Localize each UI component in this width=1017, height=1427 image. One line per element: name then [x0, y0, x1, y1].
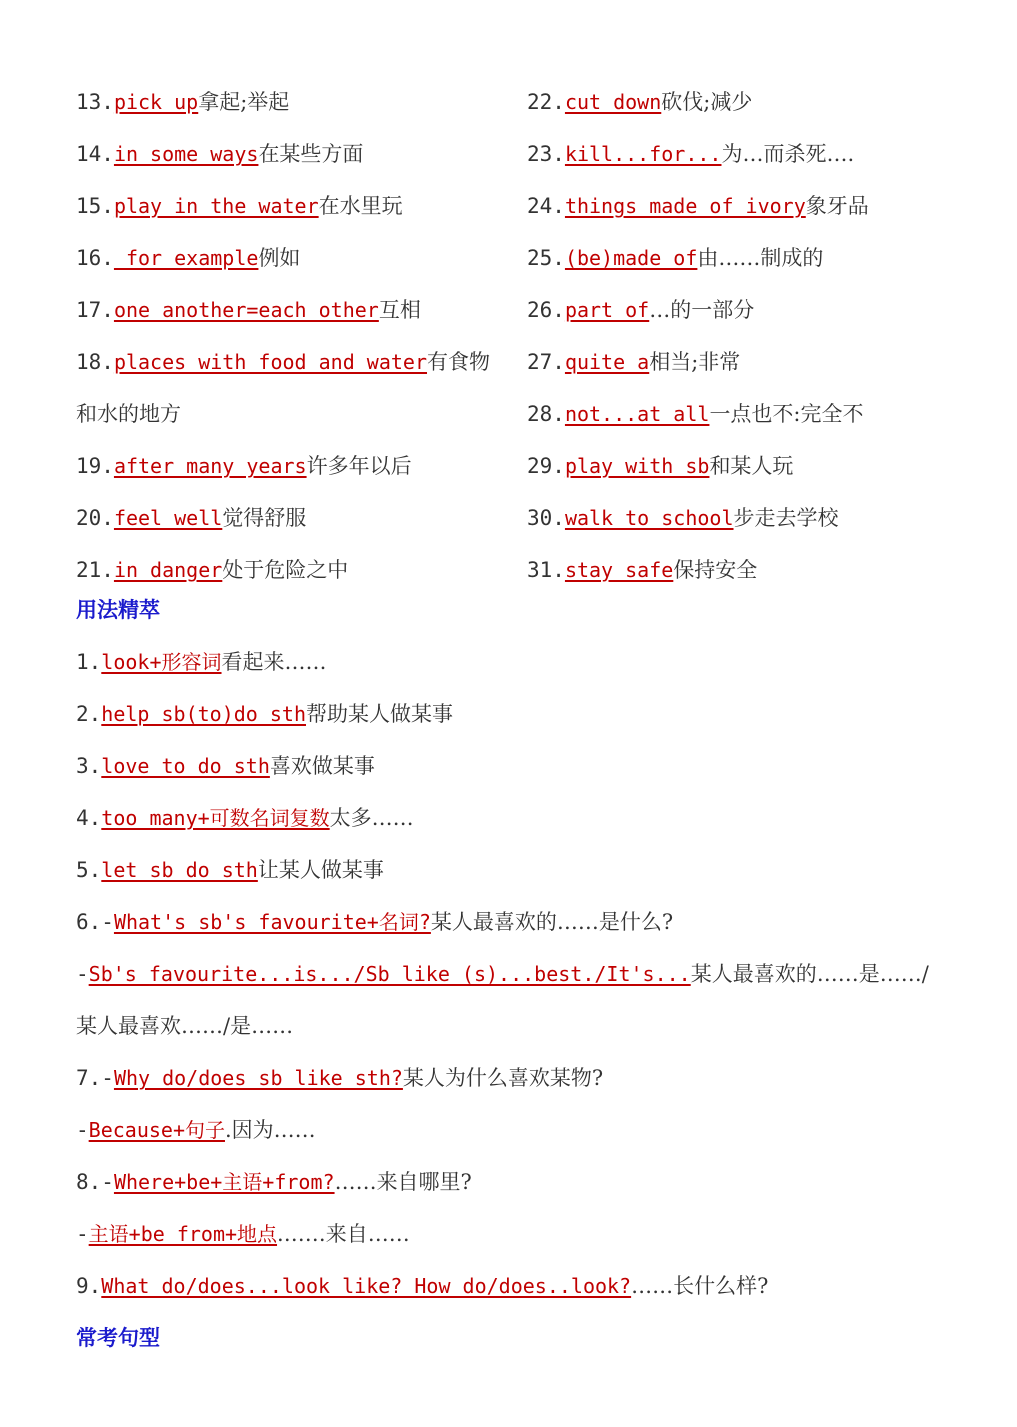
entry-line: [527, 504, 839, 532]
chinese-meaning: 帮助某人做某事: [306, 702, 453, 726]
chinese-meaning: 一点也不:完全不: [709, 402, 864, 426]
entry-line: [76, 244, 300, 272]
entry-number: 5.: [76, 858, 102, 882]
entry-line: [527, 244, 823, 272]
english-phrase: Where+be+主语+from?: [113, 1170, 335, 1194]
english-phrase: Because+句子: [88, 1118, 225, 1142]
entry-line: [76, 296, 421, 324]
entry-number: 13.: [76, 90, 114, 114]
entry-number: -: [76, 1222, 89, 1246]
entry-line: [527, 88, 752, 116]
chinese-meaning: .因为……: [224, 1118, 316, 1142]
chinese-meaning: 为…而杀死….: [721, 142, 855, 166]
chinese-meaning: 和水的地方: [76, 402, 181, 426]
english-phrase: What do/does...look like? How do/does..look?: [101, 1274, 632, 1298]
entry-line: [76, 648, 327, 676]
entry-line: [76, 1012, 293, 1040]
entry-number: 2.: [76, 702, 102, 726]
chinese-meaning: ……来自哪里?: [334, 1170, 472, 1194]
entry-number: 1.: [76, 650, 102, 674]
entry-number: 6.-: [76, 910, 114, 934]
chinese-meaning: 在水里玩: [318, 194, 403, 218]
entry-number: 8.-: [76, 1170, 114, 1194]
entry-number: 28.: [527, 402, 565, 426]
entry-line: [527, 348, 740, 376]
chinese-meaning: ……长什么样?: [631, 1274, 769, 1298]
entry-line: [527, 192, 869, 220]
chinese-meaning: 觉得舒服: [222, 506, 307, 530]
chinese-meaning: 许多年以后: [306, 454, 412, 478]
section-heading-sentences: 常考句型: [76, 1326, 160, 1350]
chinese-meaning: 象牙品: [805, 194, 869, 218]
entry-number: -: [76, 962, 89, 986]
entry-line: [527, 400, 864, 428]
entry-line: [76, 908, 673, 936]
entry-number: 27.: [527, 350, 565, 374]
section-heading-usage: 用法精萃: [76, 598, 160, 622]
entry-line: [76, 1116, 316, 1144]
entry-line: [76, 400, 181, 428]
english-phrase: after many years: [113, 454, 307, 478]
entry-line: [76, 856, 384, 884]
entry-number: 18.: [76, 350, 114, 374]
chinese-meaning: 由……制成的: [697, 246, 824, 270]
entry-number: -: [76, 1118, 89, 1142]
english-phrase: play in the water: [113, 194, 319, 218]
entry-number: 7.-: [76, 1066, 114, 1090]
chinese-meaning: 处于危险之中: [222, 558, 349, 582]
chinese-meaning: 看起来……: [221, 650, 327, 674]
entry-line: [76, 700, 453, 728]
entry-number: 16.: [76, 246, 114, 270]
chinese-meaning: 某人最喜欢……/是……: [76, 1014, 294, 1038]
chinese-meaning: 和某人玩: [709, 454, 794, 478]
chinese-meaning: 某人最喜欢的……是……/: [690, 962, 929, 986]
english-phrase: not...at all: [564, 402, 710, 426]
english-phrase: too many+可数名词复数: [101, 806, 330, 830]
english-phrase: quite a: [564, 350, 650, 374]
chinese-meaning: 保持安全: [673, 558, 758, 582]
entry-number: 30.: [527, 506, 565, 530]
english-phrase: walk to school: [564, 506, 734, 530]
english-phrase: cut down: [564, 90, 662, 114]
chinese-meaning: 相当;非常: [649, 350, 741, 374]
entry-number: 24.: [527, 194, 565, 218]
chinese-meaning: 拿起;举起: [198, 90, 290, 114]
entry-line: [76, 1220, 410, 1248]
entry-number: 25.: [527, 246, 565, 270]
chinese-meaning: 太多……: [329, 806, 414, 830]
entry-number: 15.: [76, 194, 114, 218]
english-phrase: Why do/does sb like sth?: [113, 1066, 403, 1090]
chinese-meaning: .……来自……: [277, 1222, 410, 1246]
chinese-meaning: 步走去学校: [733, 506, 839, 530]
entry-line: [76, 1168, 472, 1196]
entry-number: 20.: [76, 506, 114, 530]
chinese-meaning: 有食物: [427, 350, 491, 374]
entry-line: [76, 804, 414, 832]
entry-line: [76, 88, 289, 116]
entry-line: [527, 452, 793, 480]
entry-number: 9.: [76, 1274, 102, 1298]
english-phrase: things made of ivory: [564, 194, 806, 218]
english-phrase: play with sb: [564, 454, 710, 478]
entry-line: [76, 192, 403, 220]
entry-line: [527, 296, 754, 324]
entry-line: [76, 1272, 768, 1300]
english-phrase: (be)made of: [564, 246, 698, 270]
chinese-meaning: 某人最喜欢的……是什么?: [430, 910, 674, 934]
chinese-meaning: …的一部分: [649, 298, 755, 322]
english-phrase: help sb(to)do sth: [101, 702, 306, 726]
chinese-meaning: 让某人做某事: [257, 858, 384, 882]
english-phrase: pick up: [113, 90, 199, 114]
entry-line: [527, 140, 854, 168]
english-phrase: part of: [564, 298, 650, 322]
english-phrase: places with food and water: [113, 350, 428, 374]
english-phrase: Sb's favourite...is.../Sb like (s)...best./It's...: [88, 962, 691, 986]
chinese-meaning: 在某些方面: [258, 142, 364, 166]
entry-line: [76, 452, 412, 480]
entry-number: 19.: [76, 454, 114, 478]
english-phrase: stay safe: [564, 558, 674, 582]
entry-number: 21.: [76, 558, 114, 582]
entry-number: 17.: [76, 298, 114, 322]
english-phrase: in some ways: [113, 142, 259, 166]
english-phrase: for example: [113, 246, 259, 270]
entry-line: [527, 556, 757, 584]
english-phrase: in danger: [113, 558, 223, 582]
english-phrase: 主语+be from+地点: [88, 1222, 278, 1246]
entry-line: [76, 1064, 603, 1092]
chinese-meaning: 砍伐;减少: [661, 90, 753, 114]
entry-number: 23.: [527, 142, 565, 166]
entry-number: 14.: [76, 142, 114, 166]
english-phrase: love to do sth: [101, 754, 270, 778]
entry-line: [76, 348, 490, 376]
entry-number: 22.: [527, 90, 565, 114]
english-phrase: let sb do sth: [101, 858, 258, 882]
entry-number: 31.: [527, 558, 565, 582]
entry-line: [76, 752, 375, 780]
english-phrase: What's sb's favourite+名词?: [113, 910, 431, 934]
chinese-meaning: 喜欢做某事: [269, 754, 375, 778]
english-phrase: feel well: [113, 506, 223, 530]
english-phrase: one another=each other: [113, 298, 379, 322]
chinese-meaning: 某人为什么喜欢某物?: [402, 1066, 604, 1090]
entry-number: 3.: [76, 754, 102, 778]
entry-line: [76, 140, 363, 168]
entry-number: 26.: [527, 298, 565, 322]
entry-line: [76, 504, 306, 532]
entry-line: [76, 556, 348, 584]
chinese-meaning: 例如: [258, 246, 301, 270]
entry-line: [76, 960, 929, 988]
english-phrase: look+形容词: [101, 650, 222, 674]
entry-number: 29.: [527, 454, 565, 478]
chinese-meaning: 互相: [378, 298, 421, 322]
entry-number: 4.: [76, 806, 102, 830]
english-phrase: kill...for...: [564, 142, 722, 166]
